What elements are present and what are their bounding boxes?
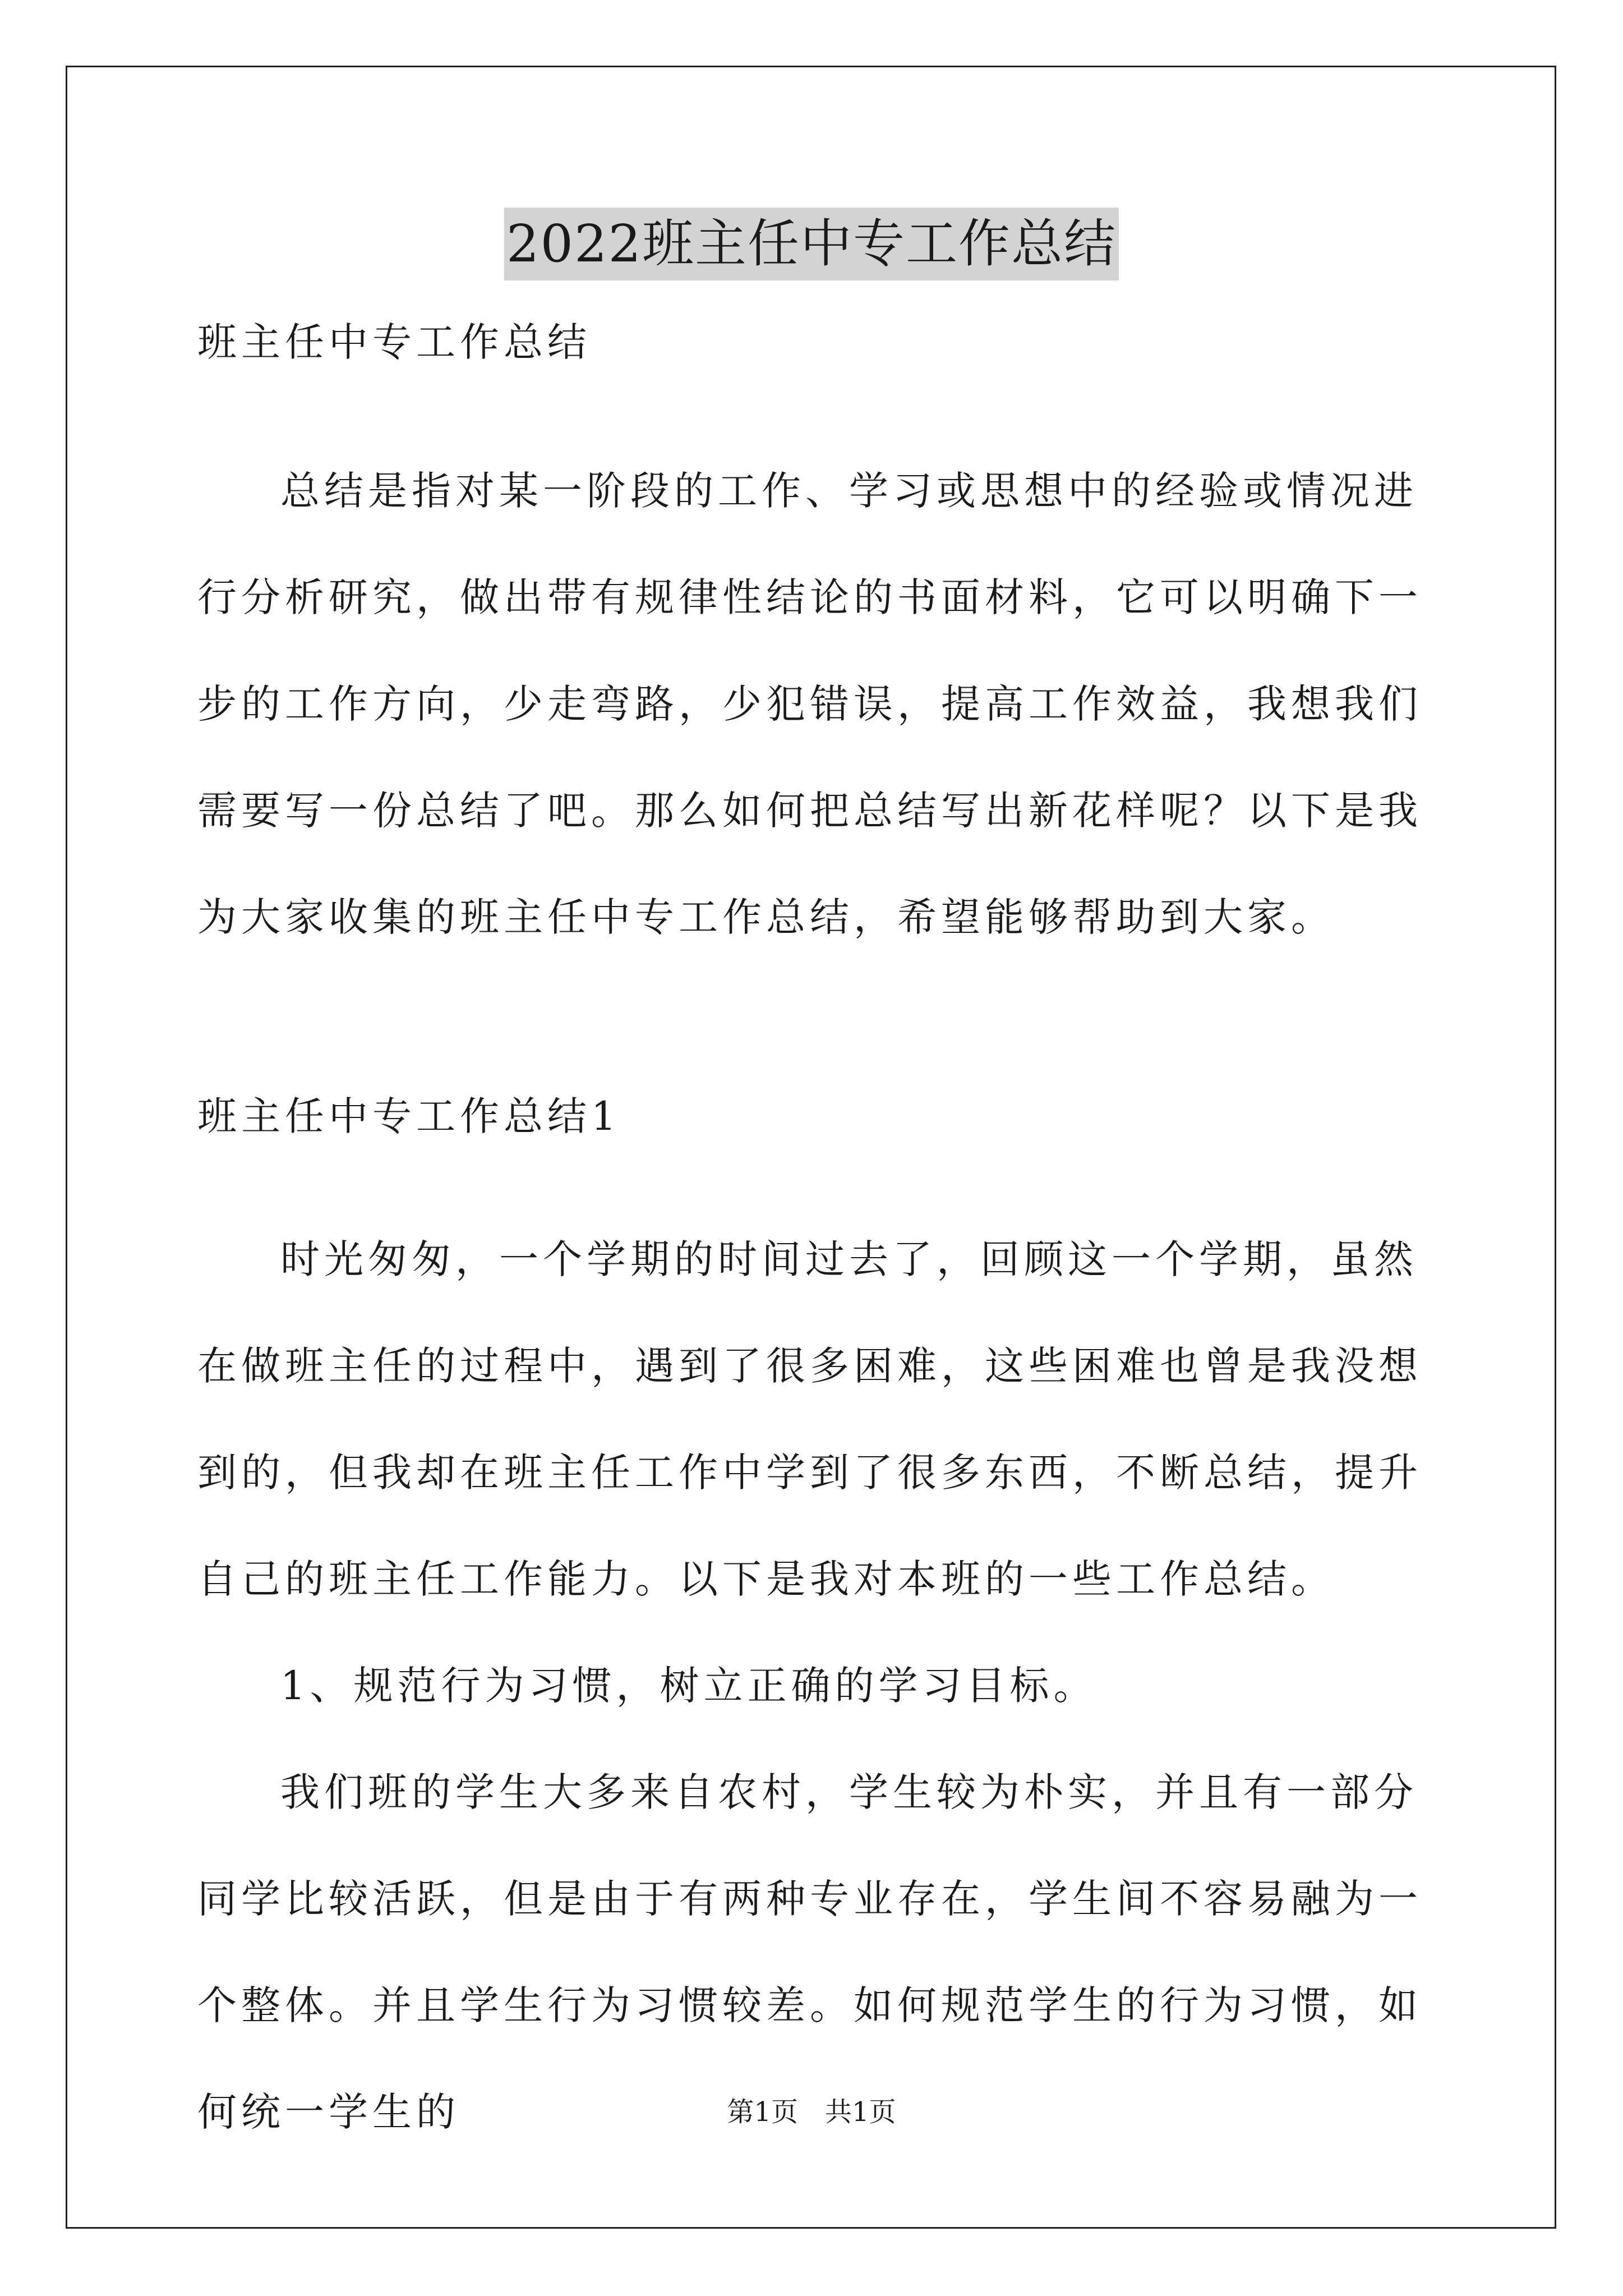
document-title: 2022班主任中专工作总结 bbox=[504, 208, 1119, 280]
section-paragraph-1: 时光匆匆，一个学期的时间过去了，回顾这一个学期，虽然在做班主任的过程中，遇到了很多困难，这些困难也曾是我没想到的，但我却在班主任工作中学到了很多东西，不断总结，提升自己的班主任工作能力。以下是我对本班的一些工作总结。 bbox=[197, 1236, 1422, 1602]
intro-paragraph: 总结是指对某一阶段的工作、学习或思想中的经验或情况进行分析研究，做出带有规律性结论的书面材料，它可以明确下一步的工作方向，少走弯路，少犯错误，提高工作效益，我想我们需要写一份总结了吧。那么如何把总结写出新花样呢？以下是我为大家收集的班主任中专工作总结，希望能够帮助到大家。 bbox=[197, 468, 1422, 940]
document-subtitle: 班主任中专工作总结 bbox=[197, 319, 591, 365]
section-paragraph-2: 我们班的学生大多来自农村，学生较为朴实，并且有一部分同学比较活跃，但是由于有两种专业存在，学生间不容易融为一个整体。并且学生行为习惯较差。如何规范学生的行为习惯，如何统一学生的 bbox=[197, 1769, 1422, 2135]
section-point-1: 1、规范行为习惯，树立正确的学习目标。 bbox=[280, 1663, 1098, 1709]
title-container bbox=[0, 208, 1623, 280]
section-heading: 班主任中专工作总结1 bbox=[197, 1093, 621, 1139]
page-footer: 第1页 共1页 bbox=[727, 2096, 896, 2128]
